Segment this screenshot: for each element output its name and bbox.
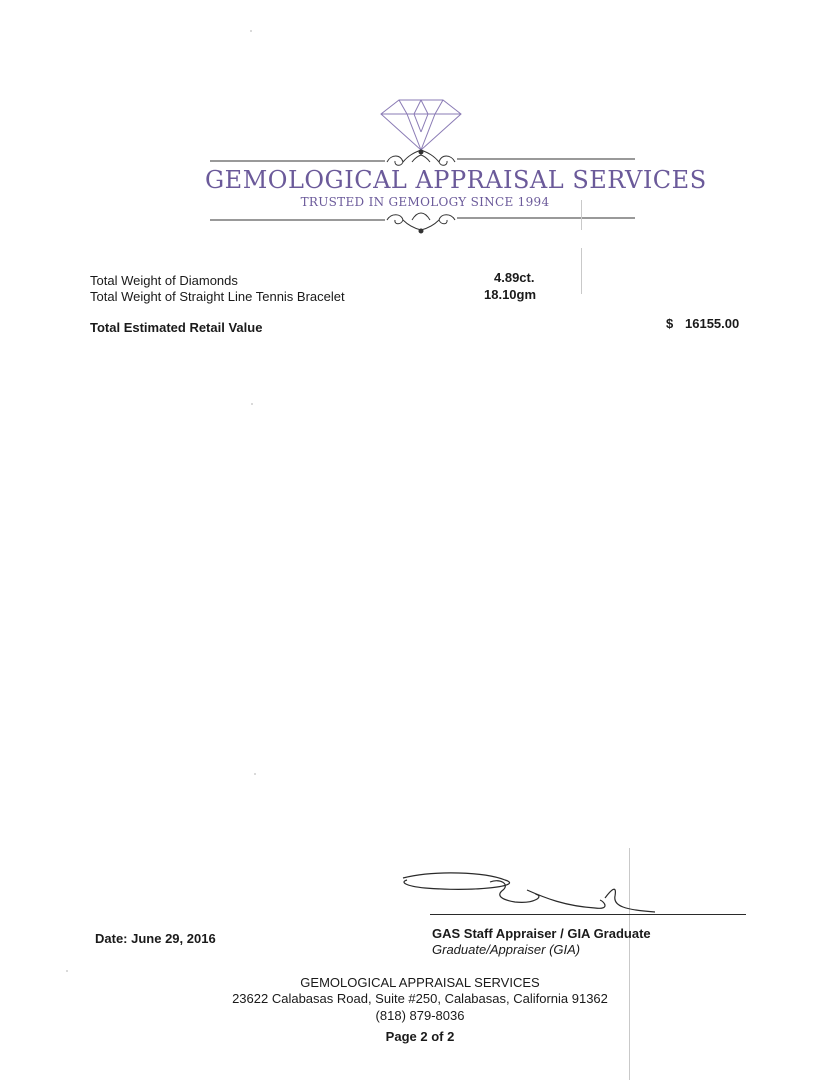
footer-company: GEMOLOGICAL APPRAISAL SERVICES [300,975,540,990]
appraiser-subtitle: Graduate/Appraiser (GIA) [432,942,581,957]
appraisal-date: Date: June 29, 2016 [95,931,216,946]
bottom-ornament-rule [210,213,635,233]
scan-speck [254,773,256,775]
appraiser-title: GAS Staff Appraiser / GIA Graduate [432,926,651,941]
total-value-label: Total Estimated Retail Value [90,320,263,335]
footer-address: 23622 Calabasas Road, Suite #250, Calabasas, California 91362 [232,991,608,1006]
signature-line [430,914,746,915]
scan-mark [581,200,582,230]
bracelet-weight-label: Total Weight of Straight Line Tennis Bracelet [90,289,345,304]
scan-speck [251,403,253,405]
diamond-weight-label: Total Weight of Diamonds [90,273,238,288]
diamond-weight-value: 4.89ct. [494,270,535,285]
total-value-currency: $ [666,316,674,331]
scan-speck [66,970,68,972]
bracelet-weight-value: 18.10gm [484,287,537,302]
footer-phone: (818) 879-8036 [375,1008,465,1023]
logo-tagline: TRUSTED IN GEMOLOGY SINCE 1994 [300,195,550,209]
appraiser-signature [395,868,755,928]
page-number: Page 2 of 2 [385,1029,455,1044]
top-ornament-rule [210,150,635,165]
total-value-amount: 16155.00 [685,316,740,331]
scan-mark [581,248,582,294]
logo-company-name: GEMOLOGICAL APPRAISAL SERVICES [205,166,707,194]
scan-speck [250,30,252,32]
company-logo [205,92,707,242]
diamond-icon [381,100,461,150]
